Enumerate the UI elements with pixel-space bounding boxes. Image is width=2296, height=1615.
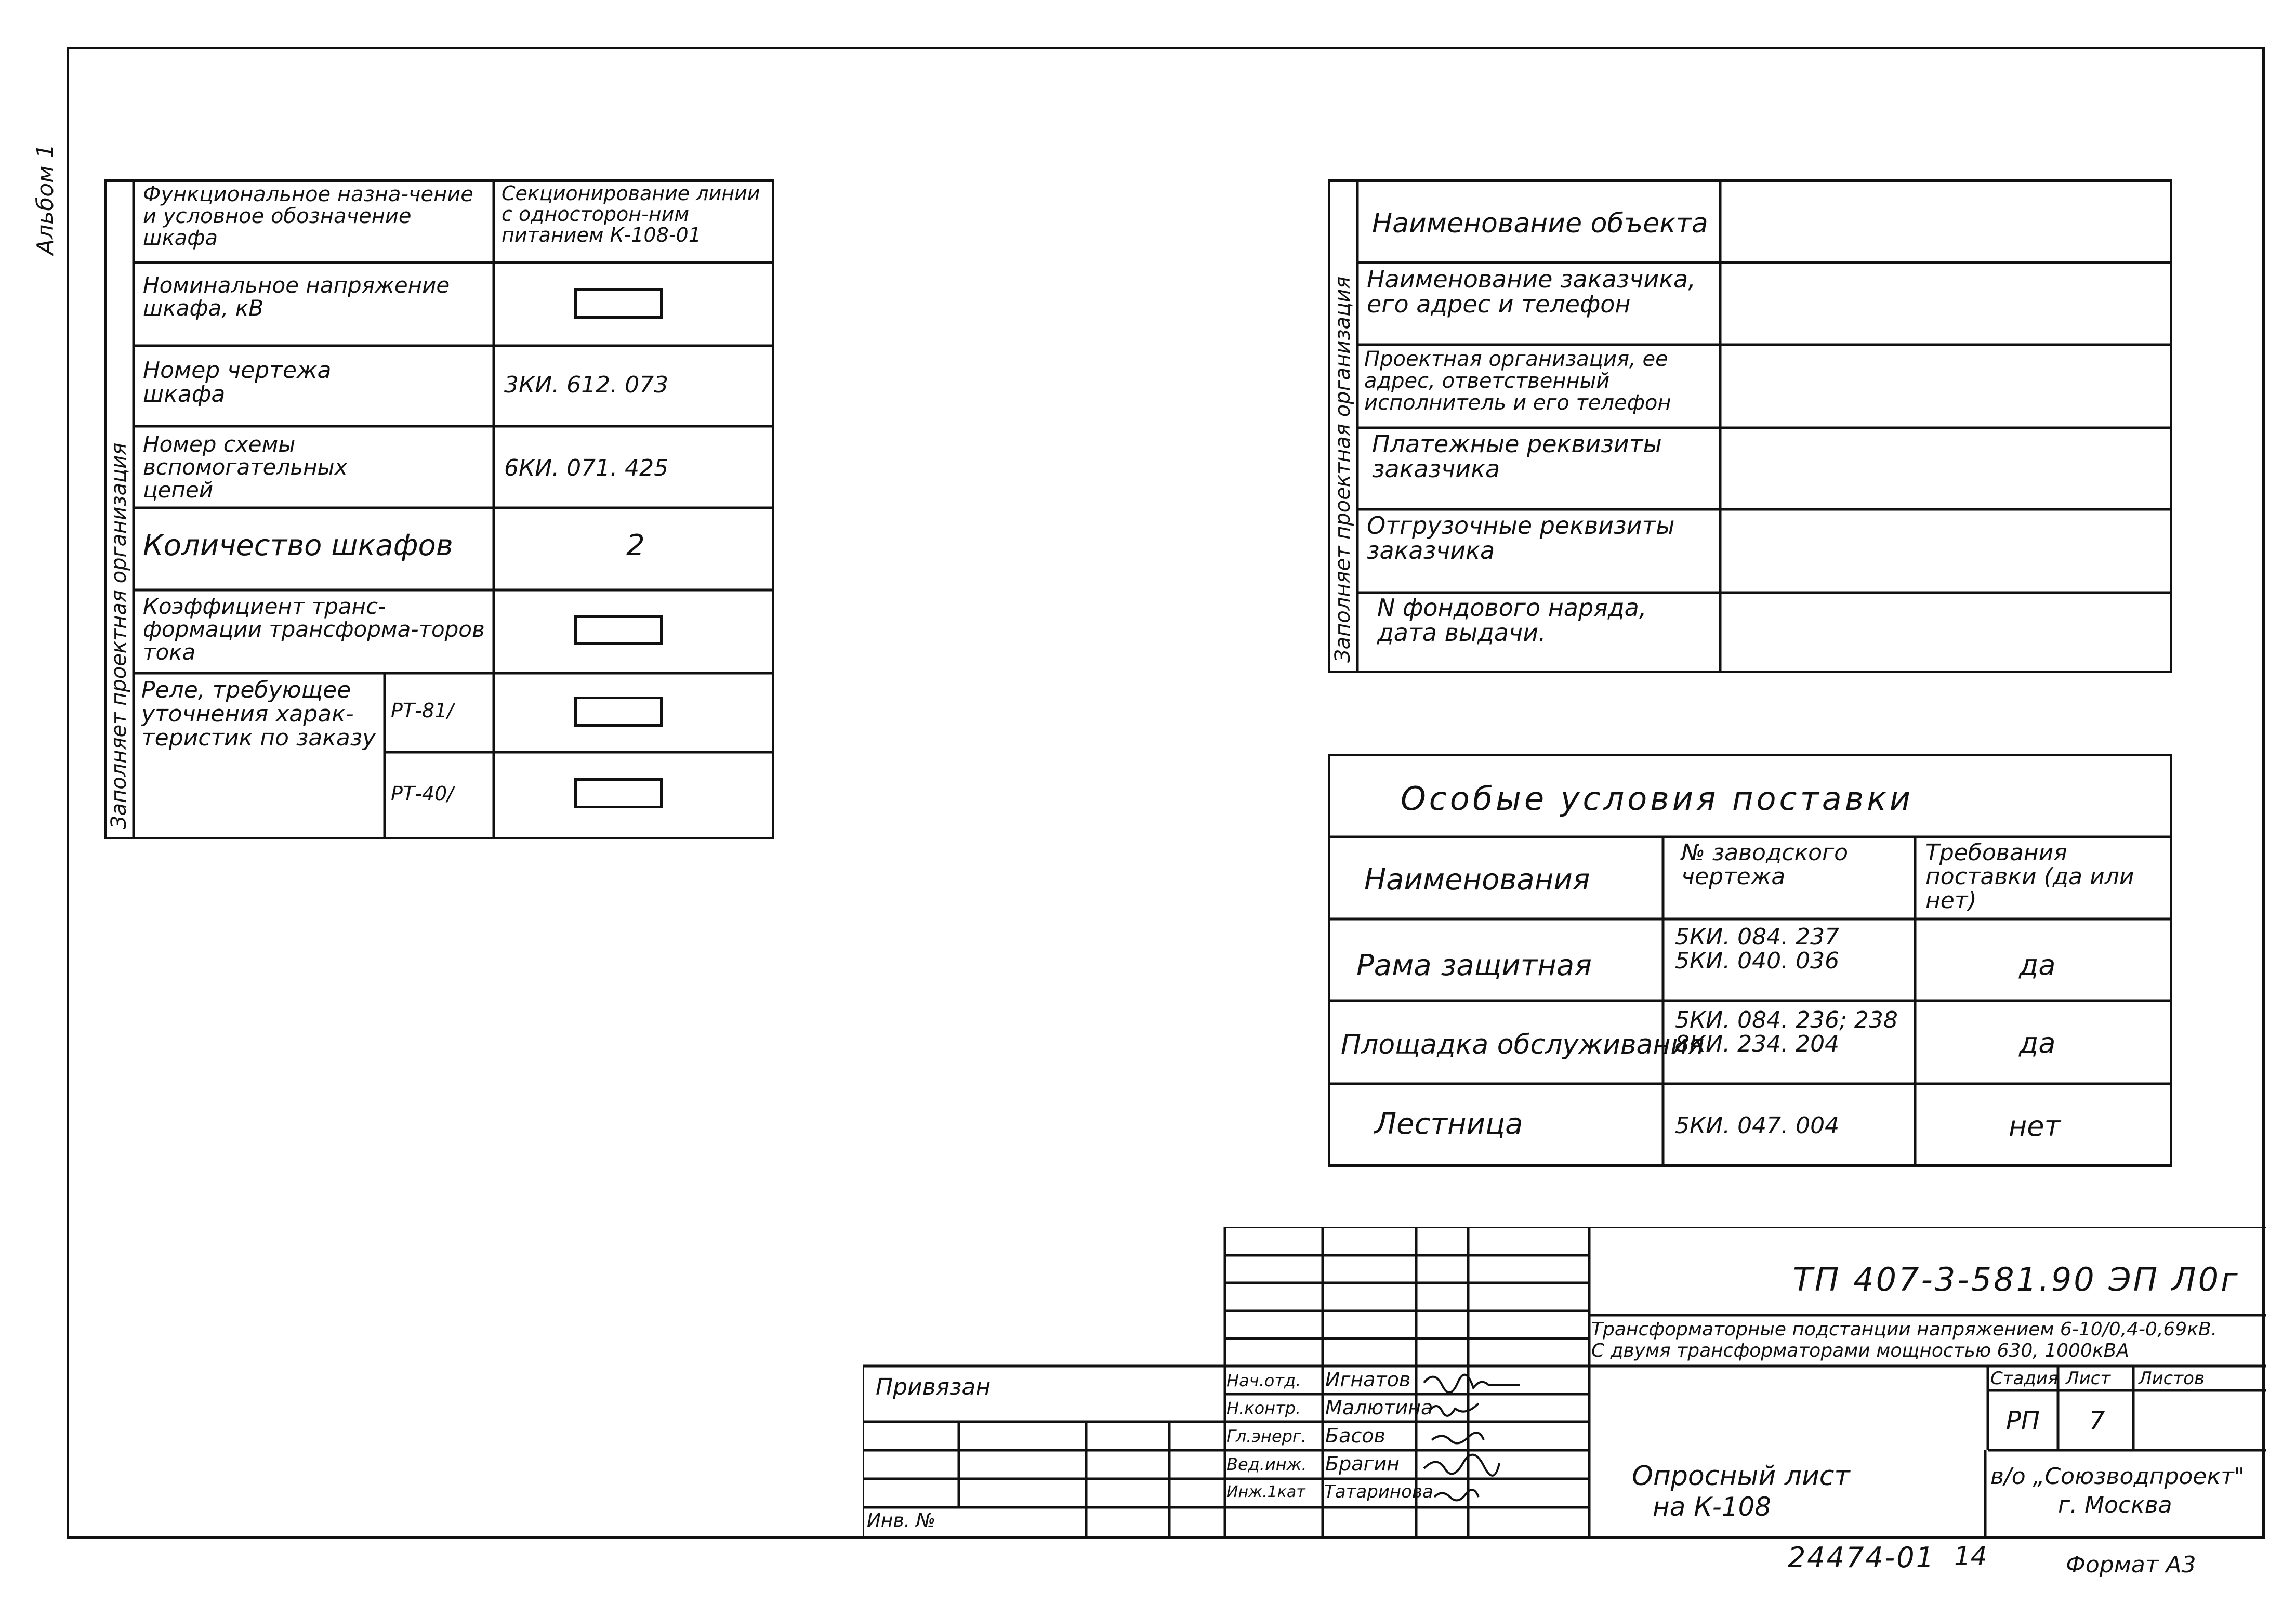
stage-value: РП: [2006, 1406, 2040, 1435]
left-row-label-4: Номер схемы вспомогательных цепей: [143, 431, 348, 503]
signer-role-3: Гл.энерг.: [1226, 1426, 1307, 1446]
sheets-header: Листов: [2139, 1368, 2205, 1389]
left-row-label-6: Коэффициент транс-формации трансформа-торов тока: [143, 594, 485, 665]
relay-type-2: РТ-40/: [391, 782, 454, 805]
special-conditions-table: [1328, 754, 2172, 1167]
customer-name-label: Наименование заказчика, его адрес и телефон: [1367, 265, 1696, 319]
format-label: Формат А3: [2066, 1552, 2196, 1578]
signer-role-5: Инж.1кат: [1226, 1483, 1305, 1501]
stage-header: Стадия: [1990, 1368, 2059, 1389]
project-title-2: С двумя трансформаторами мощностью 630, 1000кВА: [1591, 1340, 2129, 1361]
left-row-label-2: Номинальное напряжение шкафа, кВ: [143, 272, 450, 321]
ratio-box: [574, 615, 663, 645]
doc-code: ТП 407-3-581.90 ЭП Л0г: [1793, 1261, 2240, 1298]
header-drawing: № заводского чертежа: [1681, 839, 1849, 890]
signer-role-1: Нач.отд.: [1226, 1371, 1301, 1390]
header-required: Требования поставки (да или нет): [1925, 839, 2134, 914]
left-row-label-1: Функциональное назна-чение и условное обозначение шкафа: [143, 182, 473, 250]
row-name-3: Лестница: [1375, 1107, 1523, 1141]
signer-name-3: Басов: [1325, 1424, 1385, 1447]
page-number: 14: [1954, 1541, 1987, 1571]
organization-city: г. Москва: [2058, 1492, 2172, 1518]
document-name-2: на К-108: [1653, 1492, 1772, 1522]
row-required-1: да: [2019, 949, 2056, 981]
customer-info-table: [1328, 179, 2172, 673]
relay-box-1: [574, 697, 663, 727]
title-block: [863, 1227, 2266, 1539]
row-name-2: Площадка обслуживания: [1341, 1029, 1705, 1060]
voltage-box: [574, 288, 663, 319]
left-row-value-3: 3КИ. 612. 073: [504, 372, 669, 398]
signer-name-2: Малютина: [1325, 1396, 1433, 1419]
left-row-value-4: 6КИ. 071. 425: [504, 455, 669, 481]
inventory-number-label: Инв. №: [867, 1510, 936, 1531]
row-required-3: нет: [2009, 1110, 2061, 1143]
payment-details-label: Платежные реквизиты заказчика: [1372, 430, 1662, 483]
row-drawing-3: 5КИ. 047. 004: [1675, 1112, 1840, 1139]
organization-name: в/о „Союзводпроект": [1990, 1463, 2245, 1490]
album-label: Альбом 1: [32, 143, 59, 255]
archive-number: 24474-01: [1788, 1541, 1935, 1574]
signatures: [1419, 1367, 1543, 1513]
left-row-label-3: Номер чертежа шкафа: [143, 357, 332, 408]
row-required-2: да: [2019, 1027, 2056, 1059]
shipping-details-label: Отгрузочные реквизиты заказчика: [1367, 511, 1675, 565]
row-name-1: Рама защитная: [1356, 949, 1592, 982]
allocation-order-label: N фондового наряда, дата выдачи.: [1377, 594, 1647, 647]
row-drawing-2: 5КИ. 084. 236; 238 8КИ. 234. 204: [1675, 1007, 1898, 1058]
left-side-label: Заполняет проектная организация: [107, 442, 131, 829]
signer-role-2: Н.контр.: [1226, 1398, 1301, 1418]
document-name-1: Опросный лист: [1632, 1461, 1850, 1492]
customer-side-label: Заполняет проектная организация: [1331, 276, 1355, 663]
object-name-label: Наименование объекта: [1372, 208, 1708, 239]
relay-type-1: РТ-81/: [391, 699, 454, 722]
signer-name-1: Игнатов: [1325, 1368, 1411, 1391]
left-table: [104, 179, 774, 839]
header-names: Наименования: [1364, 863, 1590, 897]
project-title-1: Трансформаторные подстанции напряжением 6-10/0,4-0,69кВ.: [1591, 1319, 2218, 1340]
relay-box-2: [574, 778, 663, 808]
relay-label: Реле, требующее уточнения харак-теристик по заказу: [141, 677, 376, 752]
left-row-value-1: Секционирование линии с односторон-ним питанием К-108-01: [502, 182, 760, 246]
row-drawing-1: 5КИ. 084. 237 5КИ. 040. 036: [1675, 924, 1840, 975]
privyazan-label: Привязан: [876, 1374, 991, 1400]
signer-name-5: Татаринова: [1324, 1481, 1433, 1502]
signer-name-4: Брагин: [1325, 1452, 1400, 1475]
special-conditions-title: Особые условия поставки: [1401, 780, 1914, 818]
signer-role-4: Вед.инж.: [1226, 1454, 1307, 1474]
sheet-value: 7: [2089, 1406, 2105, 1435]
left-row-label-5: Количество шкафов: [143, 529, 453, 562]
design-org-label: Проектная организация, ее адрес, ответственный исполнитель и его телефон: [1364, 347, 1671, 415]
left-row-value-5: 2: [626, 529, 645, 562]
sheet-header: Лист: [2066, 1368, 2111, 1389]
